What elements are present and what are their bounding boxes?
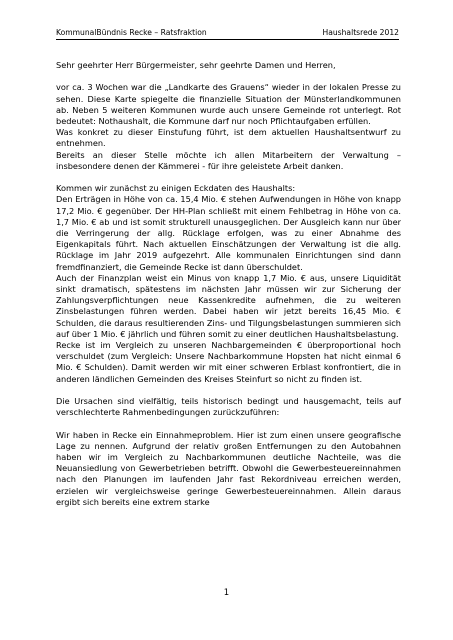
paragraph-gap — [56, 71, 401, 82]
paragraph: Recke ist im Vergleich zu unseren Nachbargemeinden € überproportional hoch verschuldet (zum Vergleich: Unsere Nachbarkommune Hopsten hat nicht einmal 6 Mio. € Schulden). Damit werden wir mit einer schweren Erblast konfrontiert, die in anderen ländlichen Gemeinden des Kreises Steinfurt so nicht zu finden ist. — [56, 340, 401, 384]
paragraph: Kommen wir zunächst zu einigen Eckdaten des Haushalts: — [56, 183, 296, 194]
paragraph-gap — [56, 172, 401, 183]
header-right-text: Haushaltsrede 2012 — [322, 28, 399, 37]
page-number: 1 — [223, 588, 230, 598]
page-header — [56, 27, 399, 40]
paragraph: Sehr geehrter Herr Bürgermeister, sehr geehrte Damen und Herren, — [56, 60, 336, 70]
paragraph: Den Erträgen in Höhe von ca. 15,4 Mio. € stehen Aufwendungen in Höhe von knapp 17,2 Mio. € gegenüber. Der HH-Plan schließt mit einem Fehlbetrag in Höhe von ca. 1,7 Mio. € ab und ist somit strukturell unausgeglichen. Der Ausgleich kann nur über die Verringerung der allg. Rücklage erfolgen, was zu einer Abnahme des Eigenkapitals führt. Nach aktuellen Einschätzungen der Verwaltung ist die allg. Rücklage im Jahr 2019 aufgezehrt. Alle kommunalen Einrichtungen sind dann fremdfinanziert, die Gemeinde Recke ist dann überschuldet. — [56, 194, 401, 272]
paragraph: Bereits an dieser Stelle möchte ich allen Mitarbeitern der Verwaltung – insbesondere denen der Kämmerei - für ihre geleistete Arbeit danken. — [56, 149, 401, 171]
paragraph: vor ca. 3 Wochen war die „Landkarte des Grauens“ wieder in der lokalen Presse zu sehen. Diese Karte spiegelte die finanzielle Situation der Münsterlandkommunen ab. Neben 5 weiteren Kommunen wurde auch unsere Gemeinde rot unterlegt. Rot bedeutet: Nothaushalt, die Kommune darf nur noch Pflichtaufgaben erfüllen. — [56, 82, 401, 126]
paragraph-gap — [56, 385, 401, 396]
paragraph: Wir haben in Recke ein Einnahmeproblem. Hier ist zum einen unsere geografische Lage zu nennen. Aufgrund der relativ großen Entfernungen zu den Autobahnen haben wir im Vergleich zu Nachbarkommunen deutliche Nachteile, was die Neuansiedlung von Gewerbetrieben betrifft. Obwohl die Gewerbesteuereinnahmen nach den Planungen im laufenden Jahr fast Rekordniveau erreichen werden, erzielen wir vergleichsweise geringe Gewerbesteuereinnahmen. Allein daraus ergibt sich bereits eine extrem starke — [56, 429, 401, 507]
paragraph-gap — [56, 418, 401, 429]
paragraph: Auch der Finanzplan weist ein Minus von knapp 1,7 Mio. € aus, unsere Liquidität sinkt dramatisch, spätestens im nächsten Jahr müssen wir zur Sicherung der Zahlungsverpflichtungen neue Kassenkredite aufnehmen, die zu weiteren Zinsbelastungen führen werden. Dabei haben wir jetzt bereits 16,45 Mio. € Schulden, die daraus resultierenden Zins- und Tilgungsbelastungen summieren sich auf über 1 Mio. € jährlich und führen somit zu einer deutlichen Haushaltsbelastung. — [56, 272, 401, 339]
paragraph: Die Ursachen sind vielfältig, teils historisch bedingt und hausgemacht, teils auf verschlechterte Rahmenbedingungen zurückzuführen: — [56, 396, 401, 418]
speech-body — [56, 60, 401, 508]
paragraph: Was konkret zu dieser Einstufung führt, ist dem aktuellen Haushaltsentwurf zu entnehmen. — [56, 127, 401, 149]
header-left-text: KommunalBündnis Recke – Ratsfraktion — [56, 28, 207, 37]
